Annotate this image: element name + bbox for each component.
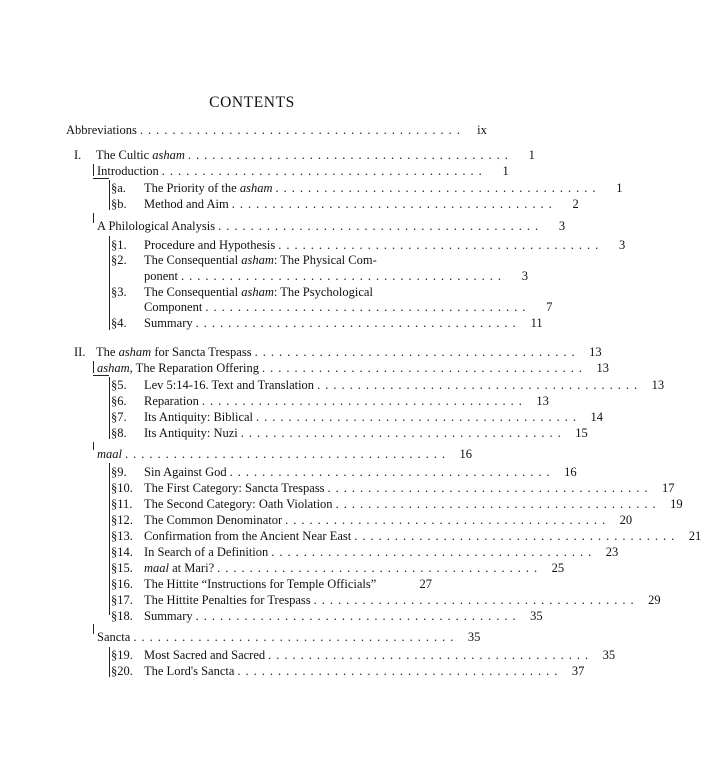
toc-entry-reparation-offering bbox=[97, 360, 610, 376]
section-number: §9. bbox=[111, 465, 127, 479]
part-number: II. bbox=[74, 345, 86, 359]
entry-label: The Hittite “Instructions for Temple Officials” bbox=[144, 577, 377, 591]
page-number: 13 bbox=[589, 345, 602, 359]
page-number: ix bbox=[477, 123, 487, 137]
dot-leader: ........................................ bbox=[231, 197, 557, 211]
entry-label: The Cultic asham bbox=[96, 148, 185, 162]
section-number: §19. bbox=[111, 648, 133, 662]
section-number: §a. bbox=[111, 181, 126, 195]
toc-entry-section-16 bbox=[111, 576, 432, 592]
section-number: §11. bbox=[111, 497, 133, 511]
page-number: 3 bbox=[618, 238, 626, 252]
bracket-line bbox=[109, 236, 110, 330]
toc-entry-section-7 bbox=[111, 409, 604, 425]
toc-entry-section-15 bbox=[111, 560, 565, 576]
toc-entry-abbreviations bbox=[66, 122, 487, 138]
page-number: 13 bbox=[536, 394, 549, 408]
toc-entry-section-20 bbox=[111, 663, 585, 679]
toc-entry-section-b bbox=[111, 196, 579, 212]
section-number: §18. bbox=[111, 609, 133, 623]
toc-entry-section-1 bbox=[111, 237, 626, 253]
section-number: §20. bbox=[111, 664, 133, 678]
toc-entry-section-18 bbox=[111, 608, 543, 624]
entry-label: Procedure and Hypothesis bbox=[144, 238, 276, 252]
entry-label: The Hittite Penalties for Trespass bbox=[144, 593, 311, 607]
page-number: 3 bbox=[558, 219, 566, 233]
section-number: §17. bbox=[111, 593, 133, 607]
dot-leader: ........................................ bbox=[285, 513, 611, 527]
dot-leader: ........................................ bbox=[256, 410, 582, 424]
page-number: 17 bbox=[662, 481, 675, 495]
dot-leader: ........................................ bbox=[229, 465, 555, 479]
page-number: 21 bbox=[688, 529, 701, 543]
page-number: 20 bbox=[619, 513, 633, 527]
page-number: 16 bbox=[564, 465, 577, 479]
bracket-line bbox=[93, 375, 109, 376]
entry-label: Its Antiquity: Biblical bbox=[144, 410, 254, 424]
toc-entry-section-10 bbox=[111, 480, 675, 496]
dot-leader: ........................................ bbox=[268, 648, 594, 662]
entry-label: asham, The Reparation Offering bbox=[97, 361, 260, 375]
entry-label: Introduction bbox=[97, 164, 159, 178]
dot-leader: ........................................ bbox=[205, 300, 531, 314]
dot-leader: ........................................ bbox=[354, 529, 680, 543]
toc-entry-section-2-continued bbox=[144, 268, 529, 284]
page-number: 35 bbox=[530, 609, 543, 623]
toc-entry-section-12 bbox=[111, 512, 633, 528]
toc-entry-section-11 bbox=[111, 496, 683, 512]
dot-leader: ........................................ bbox=[275, 181, 601, 195]
entry-label: Abbreviations bbox=[66, 123, 137, 137]
entry-label: Method and Aim bbox=[144, 197, 229, 211]
toc-entry-section-9 bbox=[111, 464, 577, 480]
dot-leader: ........................................ bbox=[217, 561, 543, 575]
bracket-line bbox=[93, 624, 94, 634]
entry-label: Sancta bbox=[97, 630, 131, 644]
section-number: §14. bbox=[111, 545, 133, 559]
dot-leader: ........................................ bbox=[125, 447, 450, 461]
part-number: I. bbox=[74, 148, 82, 162]
page-number: 1 bbox=[616, 181, 623, 195]
entry-label: Confirmation from the Ancient Near East bbox=[144, 529, 352, 543]
entry-label: The asham for Sancta Trespass bbox=[96, 345, 252, 359]
dot-leader: ........................................ bbox=[218, 219, 544, 233]
section-number: §15. bbox=[111, 561, 133, 575]
toc-entry-section-a bbox=[111, 180, 623, 196]
dot-leader: ........................................ bbox=[278, 238, 604, 252]
bracket-line bbox=[109, 377, 110, 439]
toc-entry-part-2 bbox=[74, 344, 602, 360]
entry-label: The Common Denominator bbox=[144, 513, 283, 527]
toc-entry-introduction bbox=[97, 163, 509, 179]
dot-leader: ........................................ bbox=[139, 123, 465, 137]
page-number: 14 bbox=[590, 410, 604, 424]
entry-label: Summary bbox=[144, 316, 193, 330]
toc-entry-part-1 bbox=[74, 147, 535, 163]
section-number: §1. bbox=[111, 238, 127, 252]
toc-entry-section-4 bbox=[111, 315, 543, 331]
section-number: §3. bbox=[111, 285, 127, 299]
toc-entry-section-2 bbox=[111, 252, 432, 268]
entry-label: maal bbox=[97, 447, 122, 461]
dot-leader: ........................................ bbox=[335, 497, 661, 511]
page-number: 3 bbox=[521, 269, 529, 283]
dot-leader: ........................................ bbox=[187, 148, 513, 162]
page-number: 7 bbox=[546, 300, 553, 314]
entry-label: Its Antiquity: Nuzi bbox=[144, 426, 238, 440]
bracket-line bbox=[109, 463, 110, 615]
dot-leader: ........................................ bbox=[201, 394, 527, 408]
dot-leader: ........................................ bbox=[240, 426, 566, 440]
section-number: §13. bbox=[111, 529, 133, 543]
dot-leader: ........................................ bbox=[181, 269, 507, 283]
section-number: §8. bbox=[111, 426, 127, 440]
section-number: §6. bbox=[111, 394, 127, 408]
page-number: 29 bbox=[648, 593, 661, 607]
dot-leader: ........................................ bbox=[317, 378, 643, 392]
bracket-line bbox=[93, 164, 94, 176]
toc-entry-section-19 bbox=[111, 647, 616, 663]
entry-label: The Priority of the asham bbox=[144, 181, 273, 195]
page-number: 23 bbox=[605, 545, 619, 559]
page-number: 11 bbox=[530, 316, 543, 330]
page-number: 27 bbox=[419, 577, 432, 591]
entry-label: In Search of a Definition bbox=[144, 545, 269, 559]
page-number: 35 bbox=[467, 630, 481, 644]
section-number: §10. bbox=[111, 481, 133, 495]
dot-leader: ........................................ bbox=[161, 164, 487, 178]
page-number: 16 bbox=[459, 447, 472, 461]
section-number: §2. bbox=[111, 253, 127, 267]
page-number: 13 bbox=[651, 378, 665, 392]
dot-leader: ........................................ bbox=[195, 609, 521, 623]
page-number: 37 bbox=[571, 664, 585, 678]
section-number: §4. bbox=[111, 316, 127, 330]
entry-label: Most Sacred and Sacred bbox=[144, 648, 266, 662]
bracket-line bbox=[93, 442, 94, 450]
entry-label: The First Category: Sancta Trespass bbox=[144, 481, 325, 495]
dot-leader: ........................................ bbox=[313, 593, 639, 607]
section-number: §16. bbox=[111, 577, 133, 591]
toc-entry-section-6 bbox=[111, 393, 549, 409]
entry-label: The Second Category: Oath Violation bbox=[144, 497, 333, 511]
toc-entry-section-5 bbox=[111, 377, 665, 393]
page-number: 1 bbox=[502, 164, 509, 178]
page-number: 2 bbox=[572, 197, 579, 211]
entry-label: maal at Mari? bbox=[144, 561, 215, 575]
dot-leader: ........................................ bbox=[271, 545, 597, 559]
bracket-line bbox=[109, 647, 110, 677]
bracket-line bbox=[109, 180, 110, 210]
dot-leader: ........................................ bbox=[133, 630, 459, 644]
entry-label: Component bbox=[144, 300, 203, 314]
page-number: 19 bbox=[670, 497, 683, 511]
section-number: §7. bbox=[111, 410, 127, 424]
entry-label: The Consequential asham: The Psychological bbox=[144, 285, 373, 299]
entry-label: A Philological Analysis bbox=[97, 219, 216, 233]
page-number: 35 bbox=[602, 648, 616, 662]
dot-leader: ........................................ bbox=[237, 664, 563, 678]
section-number: §5. bbox=[111, 378, 127, 392]
page-number: 13 bbox=[596, 361, 610, 375]
entry-label: Lev 5:14-16. Text and Translation bbox=[144, 378, 315, 392]
dot-leader: ........................................ bbox=[262, 361, 588, 375]
entry-label: ponent bbox=[144, 269, 179, 283]
toc-entry-maal bbox=[97, 446, 472, 462]
entry-label: The Consequential asham: The Physical Com- bbox=[144, 253, 377, 267]
page-number: 25 bbox=[551, 561, 565, 575]
section-number: §b. bbox=[111, 197, 127, 211]
toc-entry-section-17 bbox=[111, 592, 661, 608]
toc-entry-section-8 bbox=[111, 425, 588, 441]
entry-label: Summary bbox=[144, 609, 193, 623]
dot-leader: ........................................ bbox=[254, 345, 580, 359]
bracket-line bbox=[93, 178, 109, 179]
section-number: §12. bbox=[111, 513, 133, 527]
toc-entry-section-3-continued bbox=[144, 299, 553, 315]
toc-entry-sancta bbox=[97, 629, 481, 645]
bracket-line bbox=[93, 361, 94, 373]
dot-leader: ........................................ bbox=[195, 316, 521, 330]
toc-entry-section-14 bbox=[111, 544, 619, 560]
page-number: 15 bbox=[575, 426, 588, 440]
dot-leader: ........................................ bbox=[327, 481, 653, 495]
toc-entry-section-13 bbox=[111, 528, 701, 544]
bracket-line bbox=[93, 213, 94, 223]
toc-entry-philological-analysis bbox=[97, 218, 566, 234]
page-number: 1 bbox=[528, 148, 535, 162]
toc-entry-section-3 bbox=[111, 284, 432, 300]
entry-label: Sin Against God bbox=[144, 465, 227, 479]
entry-label: Reparation bbox=[144, 394, 199, 408]
entry-label: The Lord's Sancta bbox=[144, 664, 235, 678]
page-title: CONTENTS bbox=[209, 94, 295, 111]
